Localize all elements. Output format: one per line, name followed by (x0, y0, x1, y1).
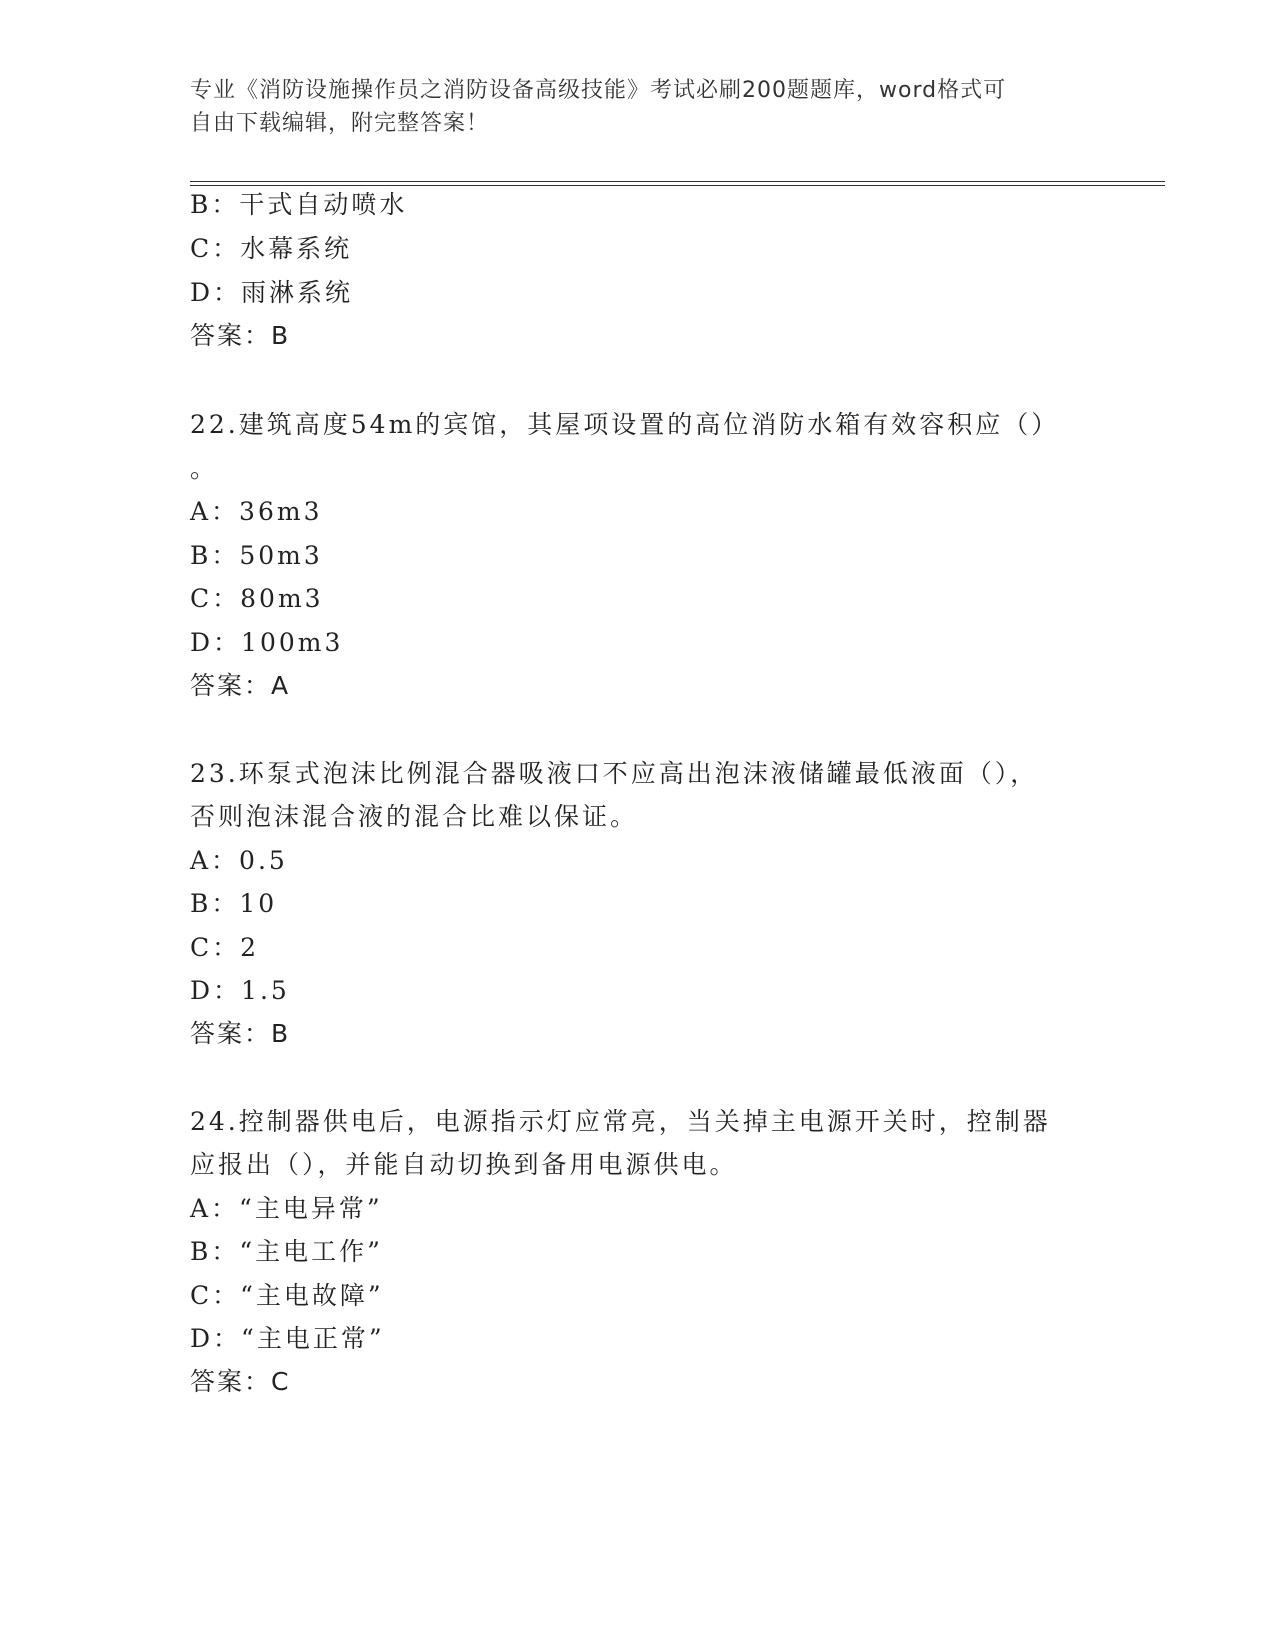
q21-answer: 答案：B (190, 321, 291, 350)
document-header (190, 74, 1090, 140)
q22-answer: 答案：A (190, 671, 291, 700)
header-title-line-1: 专业《消防设施操作员之消防设备高级技能》考试必刷200题题库，word格式可 (190, 78, 1007, 103)
q22-option-a: A：36m3 (190, 497, 323, 526)
header-divider-top (190, 181, 1165, 182)
q24-answer: 答案：C (190, 1367, 291, 1396)
q23-answer: 答案：B (190, 1019, 291, 1048)
q24-option-b: B：“主电工作” (190, 1237, 383, 1266)
q23-option-b: B：10 (190, 889, 278, 918)
header-divider-bottom (190, 185, 1165, 186)
q22-option-b: B：50m3 (190, 541, 323, 570)
q23-stem-line-1: 23.环泵式泡沫比例混合器吸液口不应高出泡沫液储罐最低液面（）， (190, 759, 1039, 788)
q23-option-c: C：2 (190, 933, 260, 962)
q23-option-a: A：0.5 (190, 846, 288, 875)
q22-stem-line-2: 。 (190, 454, 219, 483)
q24-option-c: C：“主电故障” (190, 1281, 384, 1310)
q22-option-c: C：80m3 (190, 584, 324, 613)
q24-stem-line-1: 24.控制器供电后，电源指示灯应常亮，当关掉主电源开关时，控制器 (190, 1107, 1051, 1136)
q23-option-d: D：1.5 (190, 976, 290, 1005)
q23-stem-line-2: 否则泡沫混合液的混合比难以保证。 (190, 802, 639, 831)
q24-stem-line-2: 应报出（），并能自动切换到备用电源供电。 (190, 1150, 738, 1179)
q21-option-d: D：雨淋系统 (190, 278, 354, 307)
q22-option-d: D：100m3 (190, 628, 344, 657)
q24-option-a: A：“主电异常” (190, 1194, 383, 1223)
q22-stem-line-1: 22.建筑高度54m的宾馆，其屋项设置的高位消防水箱有效容积应（） (190, 410, 1060, 439)
q21-option-c: C：水幕系统 (190, 234, 353, 263)
header-title-line-2: 自由下载编辑，附完整答案！ (190, 111, 490, 136)
q21-option-b: B：干式自动喷水 (190, 190, 408, 219)
q24-option-d: D：“主电正常” (190, 1324, 385, 1353)
